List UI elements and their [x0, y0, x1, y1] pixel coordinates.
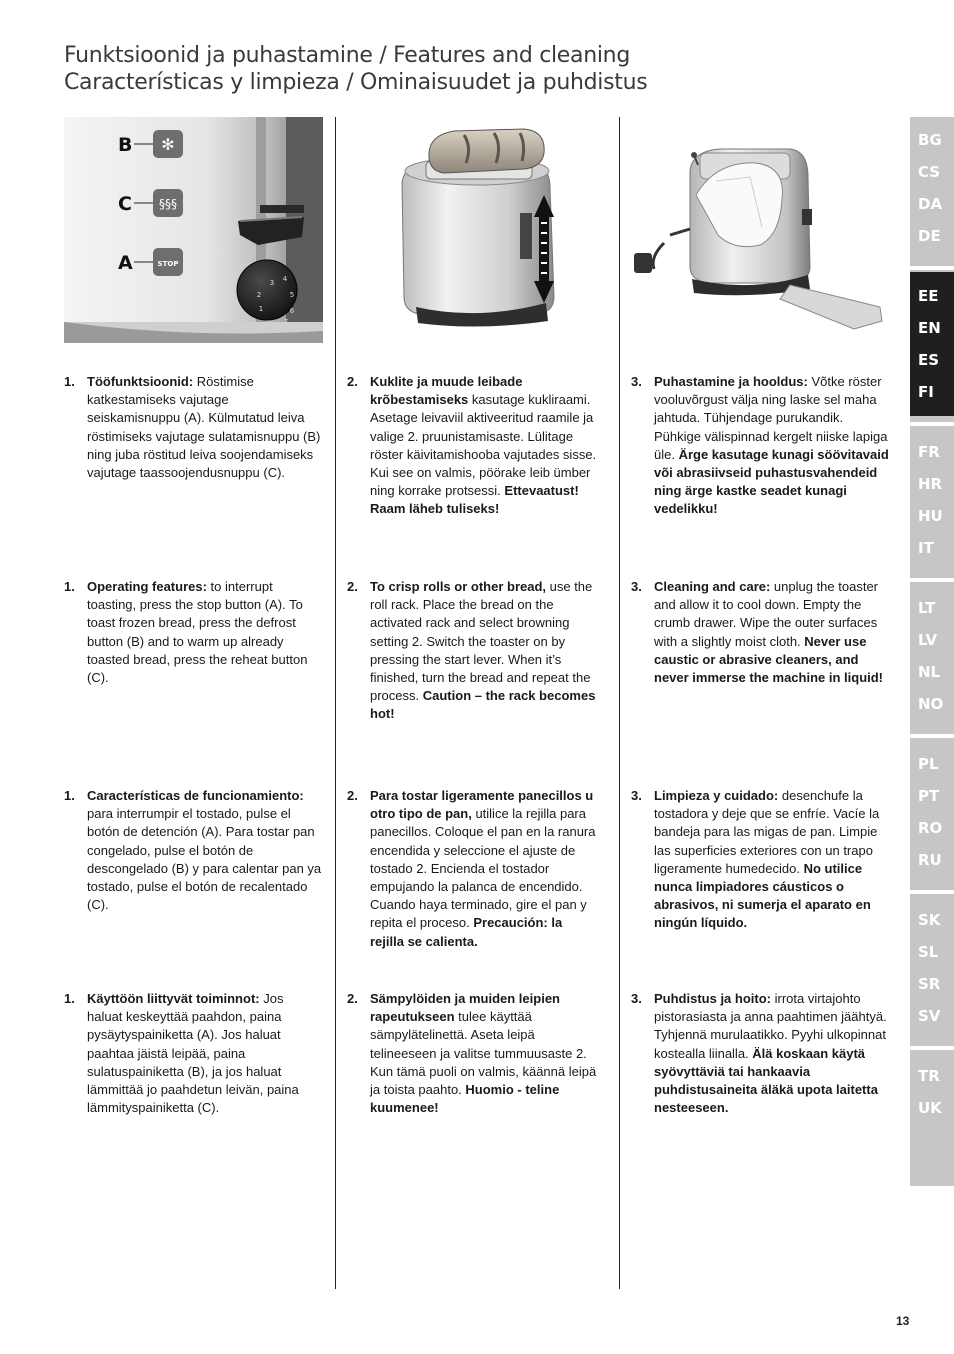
dial-number: 3: [269, 279, 275, 287]
dial-number: 5: [289, 291, 295, 299]
page-title: [64, 42, 647, 96]
language-group-separator: [910, 422, 954, 426]
language-code: UK: [918, 1099, 942, 1117]
step-lead: Operating features:: [87, 579, 207, 594]
dial-number: 6: [289, 307, 295, 315]
step-number: 3.: [631, 374, 642, 389]
step-body: desenchufe la tostadora y deje que se enfríe. Vacíe la bandeja para las migas de pan. Limpie las superficies exteriores con un trapo ligeramente humedecido.: [654, 788, 880, 876]
step-text: [370, 990, 599, 1117]
label-a: A: [118, 252, 133, 274]
language-code: SV: [918, 1007, 941, 1025]
step-body: tulee käyttää sämpylätelinettä. Aseta leipä telineeseen ja valitse tummuusaste 2. Kun tämä puoli on valmis, käännä leipä ja toista paahto.: [370, 1009, 597, 1098]
toaster-with-rolls-illustration: [374, 117, 574, 343]
step-text: [654, 787, 891, 933]
page-number: 13: [896, 1314, 910, 1328]
step-lead: Puhdistus ja hoito:: [654, 991, 771, 1006]
language-code: LT: [918, 599, 936, 617]
language-code: DA: [918, 195, 943, 213]
label-c: C: [118, 193, 132, 215]
language-group: [910, 592, 954, 720]
language-code: HR: [918, 475, 943, 493]
step-number: 2.: [347, 374, 358, 389]
language-code: RO: [918, 819, 943, 837]
step-number: 1.: [64, 788, 75, 803]
reheat-button: [153, 189, 183, 217]
snowflake-icon: ✻: [161, 135, 175, 154]
language-group: [910, 1060, 954, 1124]
step-body: kasutage kukliraami. Asetage leivaviil aktiveeritud raamile ja valige 2. pruunistamisaste. Lülitage röster käivitamishooba vajutades sisse. Kui see on valmis, pöörake leib ümber ning korrake protsessi.: [370, 392, 597, 499]
dial-number: 7: [283, 318, 289, 326]
step-lead: Para tostar ligeramente panecillos u otro tipo de pan,: [370, 788, 594, 822]
language-code: FR: [918, 443, 940, 461]
title-line-1: Funktsioonid ja puhastamine / Features and cleaning: [64, 43, 630, 68]
language-code: TR: [918, 1067, 940, 1085]
toaster-cleaning-illustration: [630, 117, 890, 343]
step-lead: To crisp rolls or other bread,: [370, 579, 547, 594]
step-warning: No utilice nunca limpiadores cáusticos o abrasivos, ni sumerja el aparato en ningún líquido.: [654, 860, 871, 931]
language-code: SK: [918, 911, 941, 929]
step-body: Röstimise katkestamiseks vajutage seiskamisnuppu (A). Külmutatud leiva röstimiseks vajutage sulatamisnuppu (B) ning juba röstitud leiva soojendamiseks vajutage taassoojendusnuppu (C).: [87, 374, 321, 481]
step-lead: Limpieza y cuidado:: [654, 788, 779, 803]
step-number: 1.: [64, 579, 75, 594]
dial-number: 4: [282, 275, 288, 283]
control-panel-illustration: [64, 117, 323, 343]
column-divider: [619, 117, 620, 1289]
step-warning: Ettevaatust! Raam läheb tuliseks!: [370, 483, 579, 517]
language-group-separator: [910, 1046, 954, 1050]
step-text: [87, 373, 322, 482]
step-text: [370, 787, 599, 951]
language-code: SR: [918, 975, 941, 993]
step-lead: Käyttöön liittyvät toiminnot:: [87, 991, 260, 1006]
step-lead: Cleaning and care:: [654, 579, 771, 594]
step-warning: Älä koskaan käytä syövyttäviä tai hankaavia puhdistusaineita äläkä upota laitetta nesteeseen.: [654, 1045, 878, 1116]
step-lead: Características de funcionamiento:: [87, 788, 304, 803]
language-code: CS: [918, 163, 941, 181]
language-group-separator: [910, 266, 954, 270]
language-code: PT: [918, 787, 940, 805]
language-group: [910, 124, 954, 252]
language-code: LV: [918, 631, 938, 649]
language-group: [910, 436, 954, 564]
language-code: NO: [918, 695, 944, 713]
dial-number: 1: [258, 305, 264, 313]
language-group-separator: [910, 734, 954, 738]
step-warning: Ärge kasutage kunagi söövitavaid või abrasiivseid puhastusvahendeid ning ärge kastke seadet kunagi vedelikku!: [654, 446, 889, 517]
step-text: [87, 990, 322, 1117]
language-group-separator: [910, 890, 954, 894]
step-warning: Caution – the rack becomes hot!: [370, 688, 596, 722]
step-text: [654, 990, 891, 1117]
language-code: PL: [918, 755, 939, 773]
step-text: [87, 578, 322, 687]
step-warning: Huomio - teline kuumenee!: [370, 1082, 560, 1116]
step-warning: Precaución: la rejilla se calienta.: [370, 915, 563, 949]
column-divider: [335, 117, 336, 1289]
step-lead: Sämpylöiden ja muiden leipien rapeutukseen: [370, 991, 560, 1025]
step-number: 2.: [347, 579, 358, 594]
title-line-2: Características y limpieza / Ominaisuudet ja puhdistus: [64, 70, 648, 95]
step-number: 3.: [631, 579, 642, 594]
step-lead: Tööfunktsioonid:: [87, 374, 194, 389]
language-code: SL: [918, 943, 939, 961]
language-code: NL: [918, 663, 941, 681]
step-body: Jos haluat keskeyttää paahdon, paina pysäytyspainiketta (A). Jos haluat paahtaa jäistä leipää, paina sulatuspainiketta (B), ja jos haluat lämmittää jo paahdetun leivän, paina lämmityspainiketta (C).: [87, 991, 299, 1116]
step-lead: Kuklite ja muude leibade krõbestamiseks: [370, 374, 523, 408]
language-group: [910, 272, 954, 416]
step-warning: Never use caustic or abrasive cleaners, and never immerse the machine in liquid!: [654, 633, 884, 686]
stop-label: STOP: [157, 260, 179, 268]
step-number: 2.: [347, 991, 358, 1006]
step-body: para interrumpir el tostado, pulse el botón de detención (A). Para tostar pan congelado, pulse el botón de descongelado (B) y para calentar pan ya tostado, pulse el botón de recalentado (C).: [87, 806, 322, 913]
step-text: [370, 373, 599, 519]
label-b: B: [118, 134, 133, 156]
step-body: irrota virtajohto pistorasiasta ja anna paahtimen jäähtyä. Tyhjennä murulaatikko. Pyyhi ulkopinnat kostealla liinalla.: [654, 991, 887, 1061]
language-code: HU: [918, 507, 943, 525]
step-number: 2.: [347, 788, 358, 803]
step-body: use the roll rack. Place the bread on the activated rack and select browning setting 2. Switch the toaster on by pressing the start lever. When it’s finished, turn the bread and repeat the process.: [370, 579, 593, 704]
stop-button: [153, 248, 183, 276]
language-code: BG: [918, 131, 942, 149]
step-number: 3.: [631, 788, 642, 803]
language-code: EN: [918, 319, 941, 337]
language-code: IT: [918, 539, 934, 557]
step-number: 1.: [64, 991, 75, 1006]
step-number: 3.: [631, 991, 642, 1006]
language-code: RU: [918, 851, 942, 869]
step-lead: Puhastamine ja hooldus:: [654, 374, 808, 389]
step-body: Võtke röster vooluvõrgust välja ning laske sel maha jahtuda. Tühjendage purukandik. Pühkige välispinnad kergelt niiske lapiga üle.: [654, 374, 888, 462]
language-group: [910, 904, 954, 1032]
step-text: [654, 578, 891, 687]
step-body: utilice la rejilla para panecillos. Coloque el pan en la ranura encendida y seleccione el ajuste de tostado 2. Encienda el tostador empujando la palanca de encendido. Cuando haya terminado, gire el pan y repita el proceso.: [370, 806, 596, 931]
defrost-button: [153, 130, 183, 158]
language-code: ES: [918, 351, 940, 369]
language-group: [910, 748, 954, 876]
step-text: [87, 787, 322, 914]
step-text: [370, 578, 599, 724]
dial-number: 2: [256, 291, 262, 299]
language-group-separator: [910, 578, 954, 582]
language-code: FI: [918, 383, 934, 401]
heat-waves-icon: §§§: [159, 197, 177, 211]
language-code: EE: [918, 287, 939, 305]
step-text: [654, 373, 891, 519]
step-body: to interrupt toasting, press the stop button (A). To toast frozen bread, press the defrost button (B) and to warm up already toasted bread, press the reheat button (C).: [87, 579, 308, 686]
language-code: DE: [918, 227, 941, 245]
step-body: unplug the toaster and allow it to cool down. Empty the crumb drawer. Wipe the outer surfaces with a slightly moist cloth.: [654, 579, 879, 649]
step-number: 1.: [64, 374, 75, 389]
